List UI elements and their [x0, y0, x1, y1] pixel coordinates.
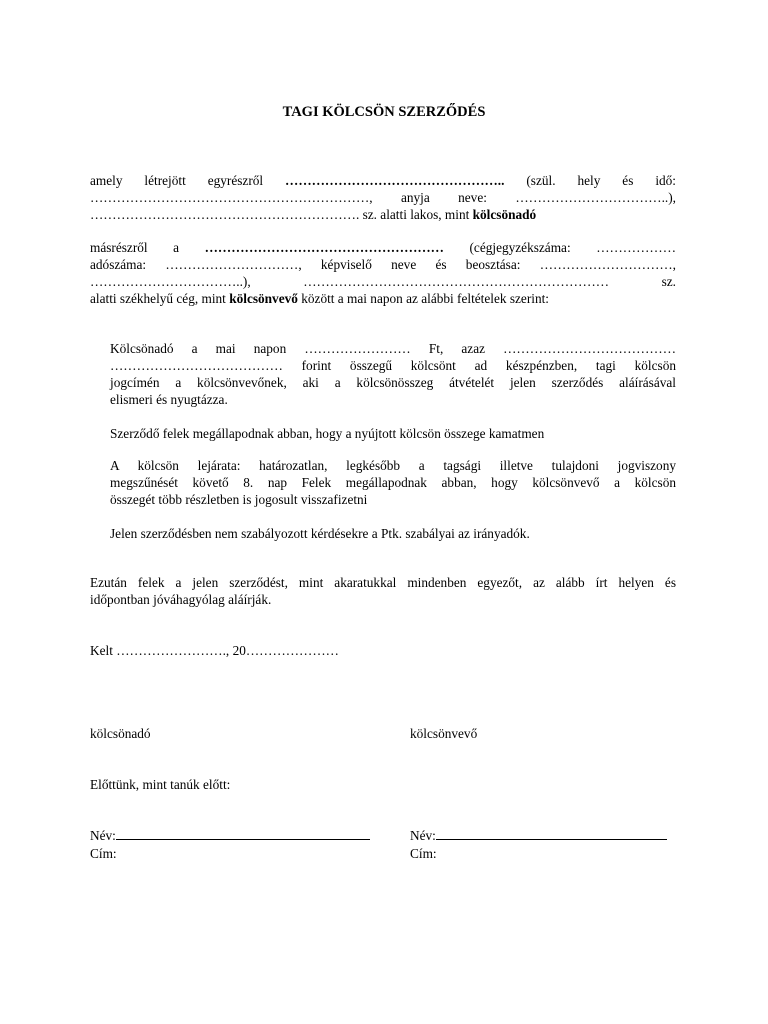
clause-maturity: A kölcsön lejárata: határozatlan, legkésőbb a tagsági illetve tulajdoni jogviszony megszűnését követő 8. nap Felek megállapodnak abban, hogy kölcsönvevő a kölcsön összegét több részletben is jogosult visszafizetni — [110, 458, 676, 507]
lender-name-blank: ………………………………………….. — [285, 173, 505, 188]
witness-1-name-underline — [116, 827, 370, 840]
witness-2-name-underline — [436, 827, 667, 840]
witness-1-address-label: Cím: — [90, 846, 117, 861]
lender-signature-label: kölcsönadó — [90, 726, 151, 741]
clause-loan-amount: Kölcsönadó a mai napon …………………… Ft, azaz ………………………………… ………………………………… forint összegű kölcsönt ad készpénzben, tagi kölcsön jogcímén a kölcsönvevőnek, aki a kölcsönösszeg átvételét jelen szerződés aláírásával elismeri és nyugtázza. — [110, 341, 676, 407]
lender-party-block — [90, 172, 676, 223]
witnesses-intro: Előttünk, mint tanúk előtt: — [90, 777, 231, 792]
witness-1-name-line: Név: — [90, 827, 370, 844]
borrower-line-2: adószáma: …………………………, képviselő neve és beosztása: …………………………, — [90, 257, 676, 272]
borrower-role: kölcsönvevő — [229, 291, 298, 306]
lender-role: kölcsönadó — [472, 207, 537, 222]
date-place-line: Kelt ……………………., 20………………… — [90, 643, 339, 658]
clause-interest: Szerződő felek megállapodnak abban, hogy a nyújtott kölcsön összege kamatmen — [110, 426, 545, 441]
clause-governing-law: Jelen szerződésben nem szabályozott kérdésekre a Ptk. szabályai az irányadók. — [110, 526, 530, 541]
borrower-signature-label: kölcsönvevő — [410, 726, 478, 741]
borrower-line-3: ……………………………..), …………………………………………………………… sz. — [90, 274, 676, 289]
lender-line-2: ………………………………………………………, anyja neve: ……………………………..), — [90, 190, 676, 205]
borrower-name-blank: ……………………………………………… — [204, 240, 444, 255]
lender-line-1: amely létrejött egyrészről ………………………………………….. (szül. hely és idő: — [90, 173, 676, 188]
borrower-party-block — [90, 239, 676, 307]
document-title: TAGI KÖLCSÖN SZERZŐDÉS — [282, 104, 486, 120]
borrower-line-4: alatti székhelyű cég, mint kölcsönvevő között a mai napon az alábbi feltételek szerint: — [90, 291, 549, 306]
witness-2-name-line: Név: — [410, 827, 667, 844]
closing-statement: Ezután felek a jelen szerződést, mint akaratukkal mindenben egyezőt, az alább írt helyen és időpontban jóváhagyólag aláírják. — [90, 575, 676, 607]
borrower-line-1: másrészről a ……………………………………………… (cégjegyzékszáma: ……………… — [90, 240, 676, 255]
witness-2-address-label: Cím: — [410, 846, 437, 861]
lender-line-3: ……………………………………………………. sz. alatti lakos, mint kölcsönadó — [90, 207, 537, 222]
